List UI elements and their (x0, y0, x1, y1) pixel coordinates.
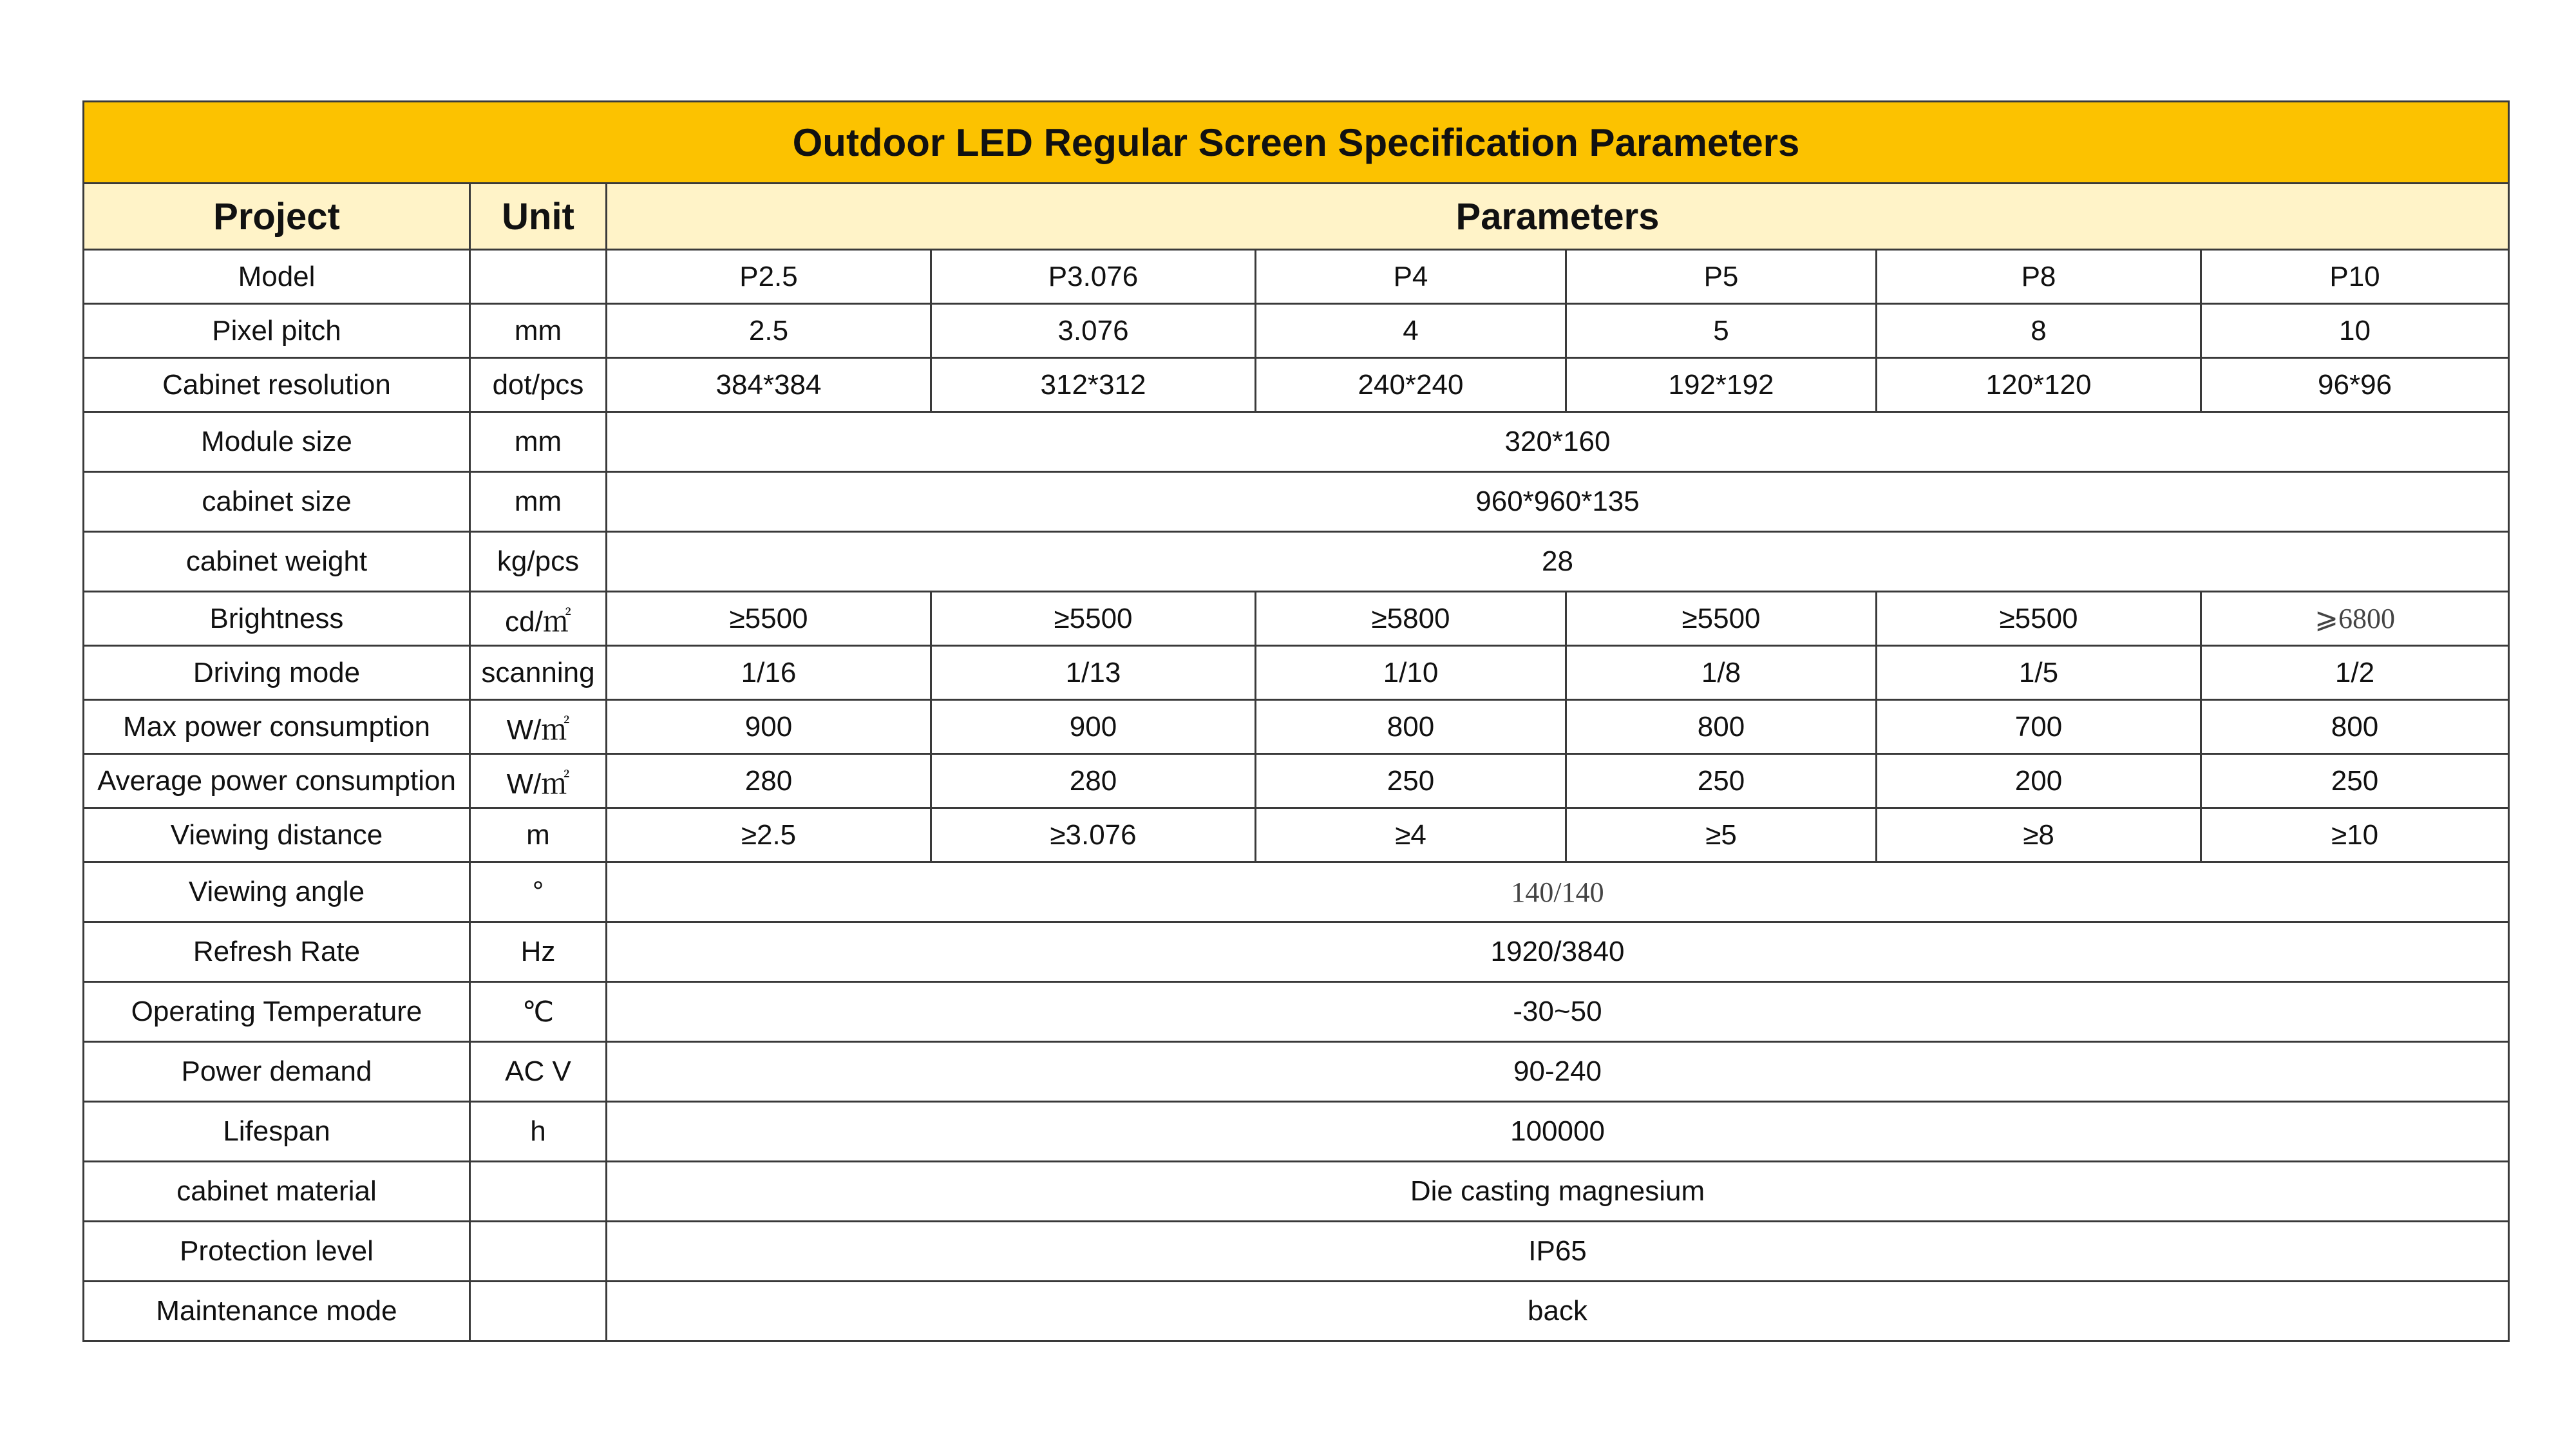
row-value-cell: 800 (1256, 700, 1566, 754)
table-row (84, 982, 2509, 1042)
row-value-cell: 96*96 (2201, 358, 2509, 412)
row-project-label: cabinet material (84, 1162, 470, 1222)
table-row (84, 700, 2509, 754)
row-project-label: Brightness (84, 592, 470, 646)
row-unit: cd/㎡ (470, 592, 607, 646)
row-value-cell: ≥3.076 (931, 808, 1256, 862)
row-value-merged: 960*960*135 (607, 472, 2509, 532)
row-unit (470, 1162, 607, 1222)
row-value-cell: 250 (1256, 754, 1566, 808)
header-unit: Unit (470, 184, 607, 250)
row-project-label: Cabinet resolution (84, 358, 470, 412)
row-unit: mm (470, 304, 607, 358)
row-value-cell: 3.076 (931, 304, 1256, 358)
table-row (84, 412, 2509, 472)
row-value-cell: 900 (607, 700, 931, 754)
row-project-label: Model (84, 250, 470, 304)
row-project-label: Lifespan (84, 1102, 470, 1162)
row-value-cell: 700 (1877, 700, 2201, 754)
table-row (84, 862, 2509, 922)
row-value-cell: 4 (1256, 304, 1566, 358)
row-unit (470, 1222, 607, 1282)
row-value-merged: -30~50 (607, 982, 2509, 1042)
row-value-merged: 1920/3840 (607, 922, 2509, 982)
row-value-merged: 90-240 (607, 1042, 2509, 1102)
row-value-cell: P2.5 (607, 250, 931, 304)
table-row (84, 532, 2509, 592)
row-unit: Hz (470, 922, 607, 982)
row-value-cell: 2.5 (607, 304, 931, 358)
row-value-cell: ≥5500 (1877, 592, 2201, 646)
row-unit: kg/pcs (470, 532, 607, 592)
row-project-label: Refresh Rate (84, 922, 470, 982)
row-project-label: cabinet size (84, 472, 470, 532)
row-unit: h (470, 1102, 607, 1162)
row-value-cell: 250 (1566, 754, 1877, 808)
row-project-label: Max power consumption (84, 700, 470, 754)
spec-sheet (82, 100, 2508, 1342)
table-title: Outdoor LED Regular Screen Specification Parameters (84, 102, 2509, 184)
row-unit: mm (470, 472, 607, 532)
row-project-label: Viewing angle (84, 862, 470, 922)
table-row (84, 754, 2509, 808)
row-value-cell: ≥8 (1877, 808, 2201, 862)
row-project-label: Pixel pitch (84, 304, 470, 358)
header-project: Project (84, 184, 470, 250)
header-parameters: Parameters (607, 184, 2509, 250)
row-value-cell: 120*120 (1877, 358, 2201, 412)
row-value-merged: IP65 (607, 1222, 2509, 1282)
table-row (84, 250, 2509, 304)
row-value-cell: P10 (2201, 250, 2509, 304)
row-value-cell: 250 (2201, 754, 2509, 808)
row-value-merged: 320*160 (607, 412, 2509, 472)
row-unit: AC V (470, 1042, 607, 1102)
row-unit: m (470, 808, 607, 862)
row-project-label: Viewing distance (84, 808, 470, 862)
row-value-cell: 8 (1877, 304, 2201, 358)
row-value-cell: 384*384 (607, 358, 931, 412)
row-value-cell: P3.076 (931, 250, 1256, 304)
row-value-cell: ≥5500 (607, 592, 931, 646)
row-unit (470, 250, 607, 304)
table-row (84, 1042, 2509, 1102)
spec-table (82, 100, 2510, 1342)
row-unit: mm (470, 412, 607, 472)
row-value-merged: 100000 (607, 1102, 2509, 1162)
row-value-cell: 1/10 (1256, 646, 1566, 700)
row-value-cell: P8 (1877, 250, 2201, 304)
row-value-cell: ≥4 (1256, 808, 1566, 862)
row-project-label: cabinet weight (84, 532, 470, 592)
header-row (84, 184, 2509, 250)
row-value-cell: 200 (1877, 754, 2201, 808)
row-value-cell: 240*240 (1256, 358, 1566, 412)
row-unit: ° (470, 862, 607, 922)
row-value-cell: ≥5800 (1256, 592, 1566, 646)
table-row (84, 1222, 2509, 1282)
row-value-cell: ≥10 (2201, 808, 2509, 862)
row-value-cell: P5 (1566, 250, 1877, 304)
table-row (84, 592, 2509, 646)
row-value-cell: 280 (607, 754, 931, 808)
row-value-merged: 140/140 (607, 862, 2509, 922)
row-value-cell: ⩾6800 (2201, 592, 2509, 646)
row-unit: scanning (470, 646, 607, 700)
row-value-merged: back (607, 1282, 2509, 1341)
row-project-label: Average power consumption (84, 754, 470, 808)
row-value-cell: 900 (931, 700, 1256, 754)
row-value-cell: 312*312 (931, 358, 1256, 412)
row-project-label: Module size (84, 412, 470, 472)
row-value-merged: Die casting magnesium (607, 1162, 2509, 1222)
row-unit (470, 1282, 607, 1341)
table-row (84, 1282, 2509, 1341)
row-value-cell: 10 (2201, 304, 2509, 358)
table-row (84, 358, 2509, 412)
title-row (84, 102, 2509, 184)
row-value-cell: 1/2 (2201, 646, 2509, 700)
row-value-cell: 800 (2201, 700, 2509, 754)
row-value-cell: ≥5500 (931, 592, 1256, 646)
table-row (84, 304, 2509, 358)
row-value-cell: 5 (1566, 304, 1877, 358)
table-row (84, 808, 2509, 862)
row-value-cell: P4 (1256, 250, 1566, 304)
row-value-cell: 800 (1566, 700, 1877, 754)
row-project-label: Driving mode (84, 646, 470, 700)
row-value-cell: ≥5500 (1566, 592, 1877, 646)
table-row (84, 1162, 2509, 1222)
row-value-cell: 1/16 (607, 646, 931, 700)
row-project-label: Maintenance mode (84, 1282, 470, 1341)
row-value-cell: ≥2.5 (607, 808, 931, 862)
table-row (84, 922, 2509, 982)
row-value-cell: 1/13 (931, 646, 1256, 700)
row-value-cell: 192*192 (1566, 358, 1877, 412)
row-value-cell: 1/8 (1566, 646, 1877, 700)
row-value-cell: 1/5 (1877, 646, 2201, 700)
row-project-label: Power demand (84, 1042, 470, 1102)
row-project-label: Operating Temperature (84, 982, 470, 1042)
table-row (84, 472, 2509, 532)
row-unit: W/㎡ (470, 700, 607, 754)
row-project-label: Protection level (84, 1222, 470, 1282)
row-value-cell: 280 (931, 754, 1256, 808)
row-unit: dot/pcs (470, 358, 607, 412)
row-unit: ℃ (470, 982, 607, 1042)
row-value-merged: 28 (607, 532, 2509, 592)
table-row (84, 646, 2509, 700)
table-row (84, 1102, 2509, 1162)
row-unit: W/㎡ (470, 754, 607, 808)
row-value-cell: ≥5 (1566, 808, 1877, 862)
